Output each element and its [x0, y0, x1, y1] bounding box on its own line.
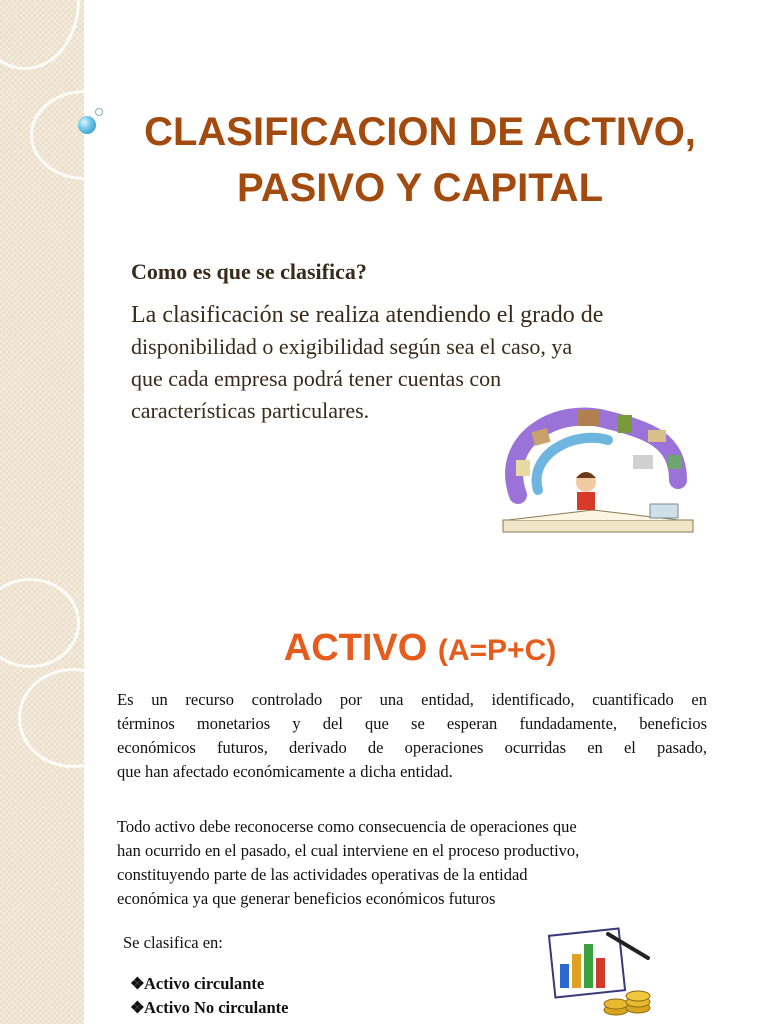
- classification-label: Activo No circulante: [144, 998, 289, 1017]
- chart-and-coins-illustration-icon: [548, 924, 658, 1020]
- recognition-line: económica ya que generar beneficios económicos futuros: [117, 889, 496, 908]
- activo-formula: (A=P+C): [437, 634, 557, 667]
- list-item: [130, 996, 289, 1020]
- decorative-arc: [0, 578, 80, 668]
- classification-list: [130, 972, 289, 1020]
- title-line: PASIVO Y CAPITAL: [237, 166, 603, 210]
- list-item: [130, 972, 289, 996]
- definition-line: Es un recurso controlado por una entidad, identificado, cuantificado en: [117, 690, 707, 709]
- slide-title: [100, 104, 740, 216]
- classification-label: Activo circulante: [144, 974, 265, 993]
- activo-recognition: [117, 815, 707, 911]
- recognition-line: han ocurrido en el pasado, el cual interviene en el proceso productivo,: [117, 841, 580, 860]
- classified-in-label: Se clasifica en:: [123, 933, 223, 952]
- paragraph-line: disponibilidad o exigibilidad según sea el caso, ya: [131, 334, 573, 359]
- diamond-bullet-icon: ❖: [130, 974, 145, 993]
- recognition-line: Todo activo debe reconocerse como consecuencia de operaciones que: [117, 817, 577, 836]
- definition-line: económicos futuros, derivado de operaciones ocurridas en el pasado,: [117, 738, 707, 757]
- definition-line: que han afectado económicamente a dicha entidad.: [117, 762, 453, 781]
- diamond-bullet-icon: ❖: [130, 998, 145, 1017]
- paragraph-line: La clasificación se realiza atendiendo el grado de: [131, 302, 604, 328]
- definition-line: términos monetarios y del que se esperan fundadamente, beneficios: [117, 714, 707, 733]
- accent-dot-icon: [78, 116, 96, 134]
- question-heading: Como es que se clasifica?: [131, 259, 367, 284]
- paragraph-line: características particulares.: [131, 398, 370, 423]
- decorative-arc: [0, 0, 80, 70]
- recognition-line: constituyendo parte de las actividades operativas de la entidad: [117, 865, 528, 884]
- activo-definition: [117, 688, 707, 784]
- title-line: CLASIFICACION DE ACTIVO,: [144, 110, 696, 154]
- paragraph-line: que cada empresa podrá tener cuentas con: [131, 366, 502, 391]
- activo-heading: [100, 627, 740, 670]
- student-accounting-illustration-icon: [478, 400, 710, 550]
- decorative-side-strip: [0, 0, 84, 578]
- decorative-arc: [18, 668, 128, 768]
- activo-title-text: ACTIVO: [283, 627, 428, 669]
- decorative-side-strip: [0, 578, 84, 1024]
